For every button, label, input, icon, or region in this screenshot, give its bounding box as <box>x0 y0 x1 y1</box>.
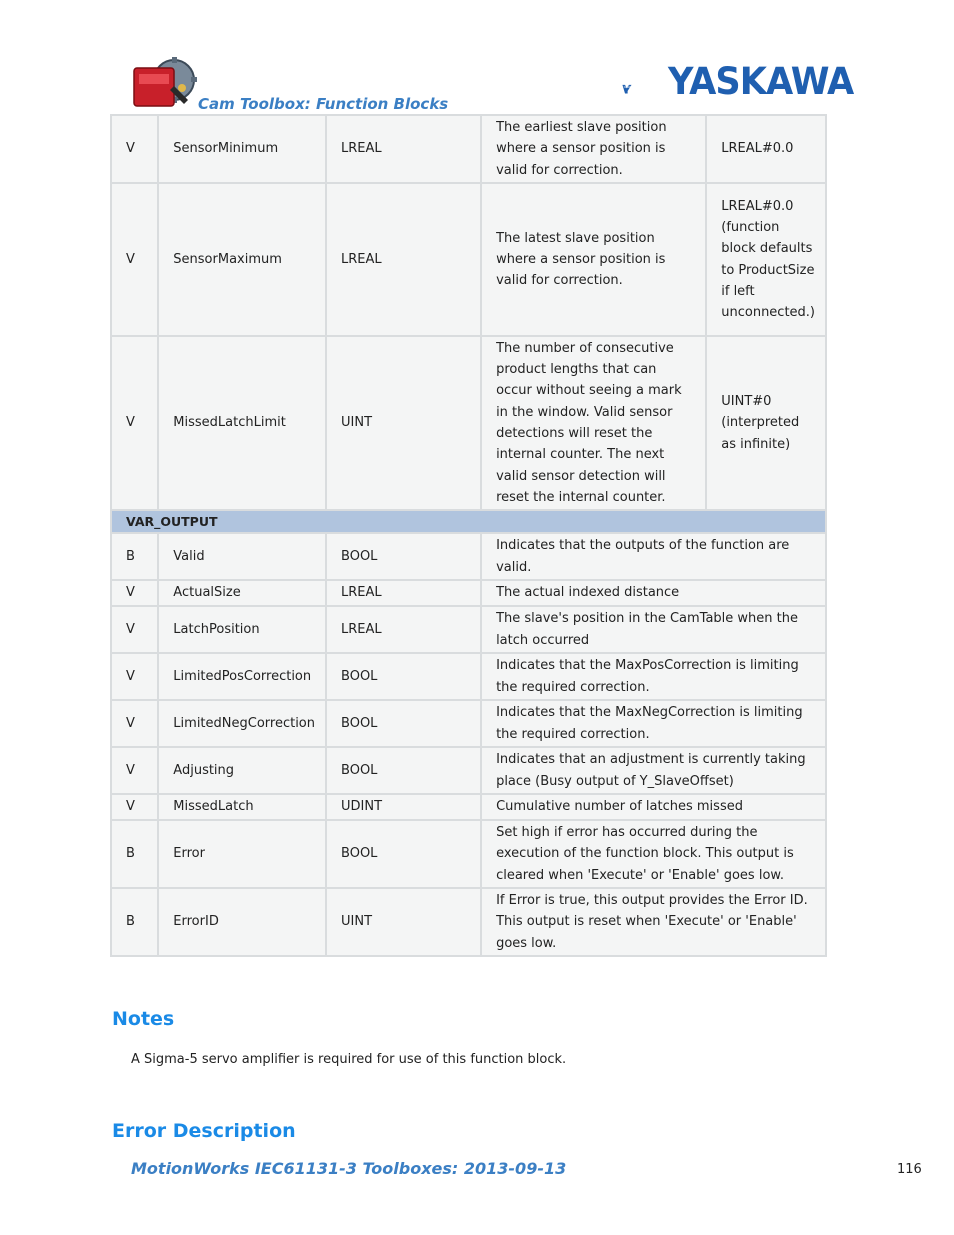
name-cell: LimitedPosCorrection <box>159 654 325 699</box>
type-cell: BOOL <box>327 701 480 746</box>
table-row <box>112 701 825 746</box>
default-cell: UINT#0 (interpreted as infinite) <box>707 337 825 509</box>
type-cell: BOOL <box>327 821 480 887</box>
io-cell: V <box>112 116 157 182</box>
table-row <box>112 889 825 955</box>
description-cell: Indicates that the MaxNegCorrection is limiting the required correction. <box>482 701 825 746</box>
io-cell: V <box>112 607 157 652</box>
table-row <box>112 821 825 887</box>
yaskawa-logo: YASKAWA <box>668 60 854 103</box>
default-cell: LREAL#0.0 <box>707 116 825 182</box>
notes-heading: Notes <box>112 1008 175 1030</box>
default-cell: LREAL#0.0 (function block defaults to ProductSize if left unconnected.) <box>707 184 825 335</box>
error-description-heading: Error Description <box>112 1120 296 1142</box>
io-cell: B <box>112 534 157 579</box>
header-title: Cam Toolbox: Function Blocks <box>198 95 449 113</box>
type-cell: LREAL <box>327 116 480 182</box>
type-cell: BOOL <box>327 654 480 699</box>
name-cell: ActualSize <box>159 581 325 605</box>
type-cell: LREAL <box>327 581 480 605</box>
type-cell: BOOL <box>327 534 480 579</box>
description-cell: The earliest slave position where a sensor position is valid for correction. <box>482 116 705 182</box>
io-cell: B <box>112 889 157 955</box>
parameters-table <box>110 114 827 957</box>
table-row <box>112 581 825 605</box>
io-cell: V <box>112 795 157 819</box>
description-cell: Cumulative number of latches missed <box>482 795 825 819</box>
description-cell: Indicates that the MaxPosCorrection is limiting the required correction. <box>482 654 825 699</box>
type-cell: BOOL <box>327 748 480 793</box>
table-row <box>112 184 825 335</box>
type-cell: UINT <box>327 337 480 509</box>
type-cell: LREAL <box>327 184 480 335</box>
description-cell: The latest slave position where a sensor position is valid for correction. <box>482 184 705 335</box>
io-cell: V <box>112 654 157 699</box>
table-row <box>112 116 825 182</box>
io-cell: V <box>112 581 157 605</box>
description-cell: The number of consecutive product lengths that can occur without seeing a mark in the window. Valid sensor detections will reset the internal counter. The next valid sensor detection will reset the internal counter. <box>482 337 705 509</box>
table-row <box>112 748 825 793</box>
section-row-var-output <box>112 511 825 532</box>
description-cell: Indicates that the outputs of the function are valid. <box>482 534 825 579</box>
name-cell: SensorMinimum <box>159 116 325 182</box>
description-cell: The actual indexed distance <box>482 581 825 605</box>
name-cell: Valid <box>159 534 325 579</box>
name-cell: Adjusting <box>159 748 325 793</box>
io-cell: B <box>112 821 157 887</box>
type-cell: UDINT <box>327 795 480 819</box>
io-cell: V <box>112 748 157 793</box>
io-cell: V <box>112 701 157 746</box>
table-row <box>112 337 825 509</box>
section-label: VAR_OUTPUT <box>112 511 825 532</box>
io-cell: V <box>112 184 157 335</box>
name-cell: ErrorID <box>159 889 325 955</box>
name-cell: MissedLatchLimit <box>159 337 325 509</box>
page-number: 116 <box>897 1162 922 1177</box>
footer-title: MotionWorks IEC61131-3 Toolboxes: 2013-09-13 <box>131 1159 567 1178</box>
type-cell: LREAL <box>327 607 480 652</box>
name-cell: LatchPosition <box>159 607 325 652</box>
description-cell: If Error is true, this output provides the Error ID. This output is reset when 'Execute' or 'Enable' goes low. <box>482 889 825 955</box>
yaskawa-logo-mark <box>622 66 670 112</box>
type-cell: UINT <box>327 889 480 955</box>
description-cell: Set high if error has occurred during the execution of the function block. This output is cleared when 'Execute' or 'Enable' goes low. <box>482 821 825 887</box>
table-row <box>112 654 825 699</box>
table-row <box>112 795 825 819</box>
table-row <box>112 534 825 579</box>
io-cell: V <box>112 337 157 509</box>
cam-toolbox-logo <box>130 56 198 110</box>
description-cell: The slave's position in the CamTable when the latch occurred <box>482 607 825 652</box>
name-cell: LimitedNegCorrection <box>159 701 325 746</box>
notes-text: A Sigma-5 servo amplifier is required for use of this function block. <box>131 1052 567 1067</box>
table-row <box>112 607 825 652</box>
name-cell: Error <box>159 821 325 887</box>
name-cell: SensorMaximum <box>159 184 325 335</box>
description-cell: Indicates that an adjustment is currently taking place (Busy output of Y_SlaveOffset) <box>482 748 825 793</box>
name-cell: MissedLatch <box>159 795 325 819</box>
